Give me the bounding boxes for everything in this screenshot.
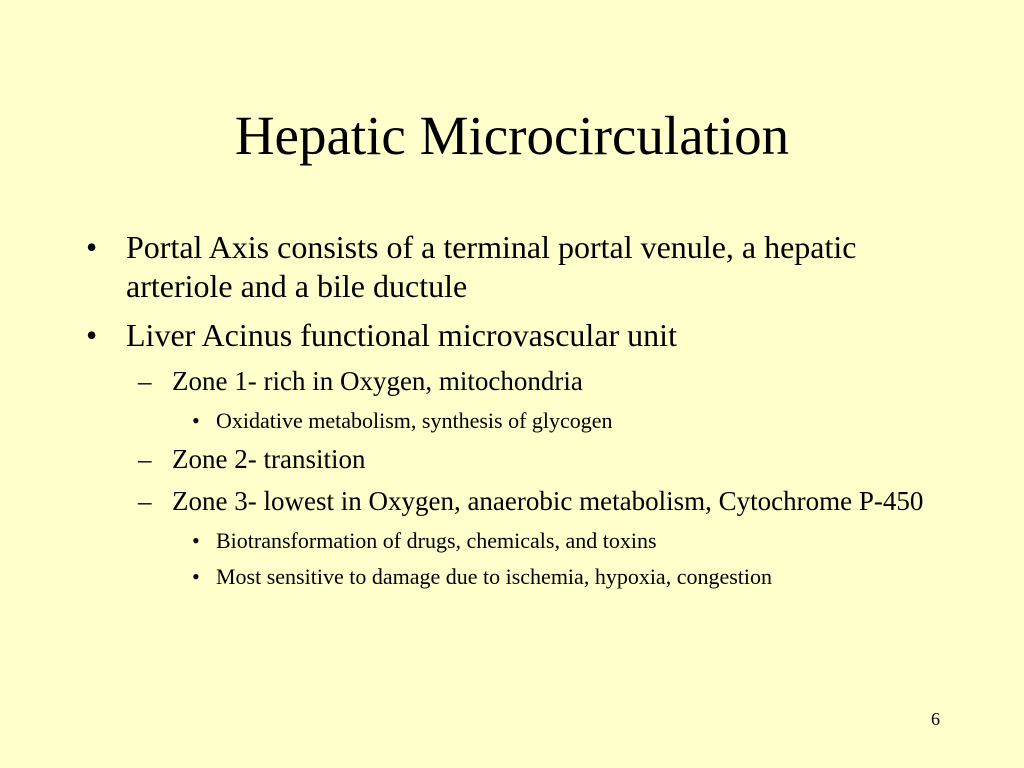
bullet-marker: • — [86, 317, 98, 353]
sub-bullet-text: Zone 2- transition — [172, 444, 366, 474]
sub-bullet-zone-1 — [132, 365, 944, 398]
sub-bullet-text: Zone 3- lowest in Oxygen, anaerobic metabolism, Cytochrome P-450 — [172, 486, 924, 516]
sub-bullet-text: Zone 1- rich in Oxygen, mitochondria — [172, 366, 583, 396]
sub-bullet-zone-2 — [132, 443, 944, 476]
sub-sub-bullet-text: Oxidative metabolism, synthesis of glycogen — [216, 408, 613, 433]
bullet-marker: • — [192, 528, 200, 553]
bullet-liver-acinus — [84, 316, 944, 355]
slide-title: Hepatic Microcirculation — [234, 105, 790, 166]
sub-sub-bullet-text: Biotransformation of drugs, chemicals, and toxins — [216, 528, 657, 553]
bullet-marker: • — [192, 408, 200, 433]
bullet-marker: • — [192, 564, 200, 589]
bullet-marker: • — [86, 229, 98, 265]
sub-sub-bullet-sensitive — [188, 563, 944, 591]
sub-sub-bullet-text: Most sensitive to damage due to ischemia, hypoxia, congestion — [216, 564, 773, 589]
sub-bullet-zone-3 — [132, 485, 944, 518]
slide-content — [84, 228, 944, 599]
bullet-portal-axis — [84, 228, 944, 306]
bullet-text: Portal Axis consists of a terminal portal venule, a hepatic arteriole and a bile ductule — [126, 229, 857, 304]
dash-marker: – — [138, 444, 152, 474]
sub-sub-bullet-oxidative — [188, 407, 944, 435]
bullet-text: Liver Acinus functional microvascular unit — [126, 317, 677, 353]
slide-number: 6 — [931, 709, 940, 729]
sub-sub-bullet-biotransformation — [188, 527, 944, 555]
dash-marker: – — [138, 486, 152, 516]
dash-marker: – — [138, 366, 152, 396]
